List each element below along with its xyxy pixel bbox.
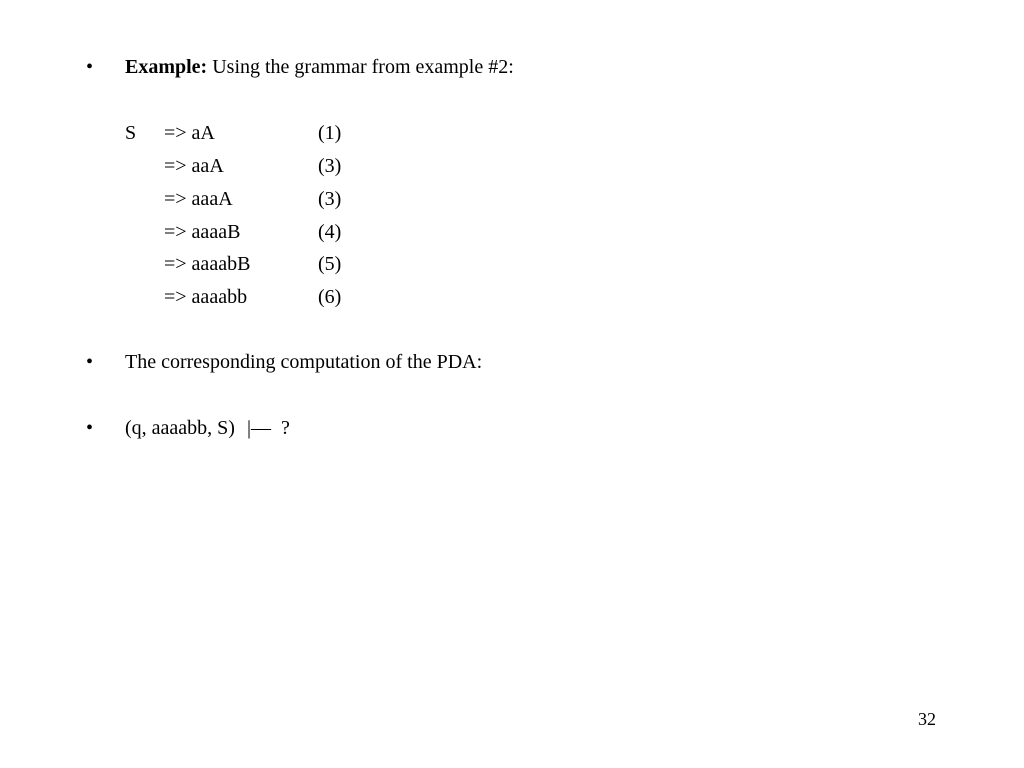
derivation-step-form: => aaaA: [164, 188, 233, 210]
start-symbol: S: [125, 122, 137, 144]
derivation-step-rule: (4): [318, 221, 342, 243]
bullet-marker-config: •: [86, 417, 94, 439]
derivation-step-form: => aaaaB: [164, 221, 241, 243]
derivation-step-form: => aaA: [164, 155, 224, 177]
page-number: 32: [918, 709, 936, 729]
turnstile-symbol: |—: [246, 417, 271, 439]
derivation-step-rule: (1): [318, 122, 342, 144]
config-text: (q, aaaabb, S): [125, 417, 235, 439]
bullet-marker-computation: •: [86, 351, 94, 373]
derivation-step-form: => aaaabB: [164, 253, 251, 275]
example-line: [125, 55, 514, 79]
derivation-step-form: => aaaabb: [164, 286, 248, 308]
derivation-step-form: => aA: [164, 122, 215, 144]
config-line: [125, 416, 290, 440]
derivation-step-rule: (5): [318, 253, 342, 275]
derivation-step-rule: (3): [318, 188, 342, 210]
example-label: Example:: [125, 56, 208, 78]
bullet-marker-example: •: [86, 56, 94, 78]
derivation-step-rule: (3): [318, 155, 342, 177]
derivation-step-rule: (6): [318, 286, 342, 308]
question-mark: ?: [280, 417, 290, 439]
example-text: Using the grammar from example #2:: [207, 56, 514, 78]
computation-line: The corresponding computation of the PDA:: [125, 351, 483, 373]
